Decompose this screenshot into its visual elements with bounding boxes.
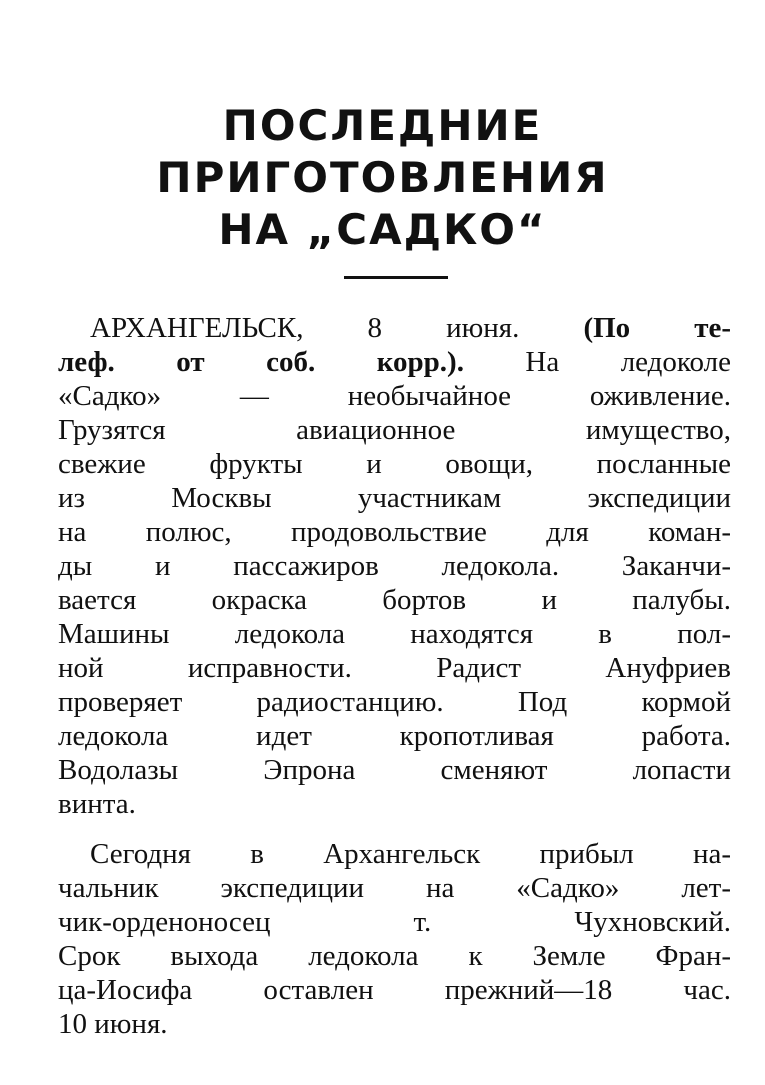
headline-line-1: ПОСЛЕДНИЕ (222, 101, 543, 150)
source-credit-part-2: леф. от соб. корр.). (58, 346, 464, 378)
paragraph-1-line-1 (90, 310, 731, 346)
paragraph-1-line-10: Машины ледокола находятся в пол- (58, 618, 731, 650)
dateline: АРХАНГЕЛЬСК, 8 июня. (90, 312, 520, 344)
paragraph-1-line-14: Водолазы Эпрона сменяют лопасти (58, 754, 731, 786)
paragraph-2-line-2: чальник экспедиции на «Садко» лет- (58, 872, 731, 904)
headline-divider (344, 276, 448, 279)
paragraph-1-line-9: вается окраска бортов и палубы. (58, 584, 731, 616)
paragraph-1-line-4: Грузятся авиационное имущество, (58, 414, 731, 446)
paragraph-1-line-3: «Садко» — необычайное оживление. (58, 380, 731, 412)
paragraph-2-line-1: Сегодня в Архангельск прибыл на- (90, 838, 731, 870)
source-credit-part-1: (По те- (583, 312, 731, 344)
paragraph-2-line-3: чик-орденоносец т. Чухновский. (58, 906, 731, 938)
paragraph-1-line-2 (58, 344, 731, 380)
paragraph-1-line-5: свежие фрукты и овощи, посланные (58, 448, 731, 480)
paragraph-1-line-6: из Москвы участникам экспедиции (58, 482, 731, 514)
paragraph-2-line-6: 10 июня. (58, 1008, 168, 1040)
paragraph-1-line-15: винта. (58, 788, 136, 820)
paragraph-1-line-2-text: На ледоколе (525, 346, 731, 378)
paragraph-2-line-5: ца-Иосифа оставлен прежний—18 час. (58, 974, 731, 1006)
paragraph-1-line-11: ной исправности. Радист Ануфриев (58, 652, 731, 684)
headline-line-3: НА „САДКО“ (218, 205, 547, 254)
paragraph-1-line-12: проверяет радиостанцию. Под кормой (58, 686, 731, 718)
headline-line-2: ПРИГОТОВЛЕНИЯ (156, 153, 609, 202)
paragraph-1-line-8: ды и пассажиров ледокола. Заканчи- (58, 550, 731, 582)
paragraph-1-line-7: на полюс, продовольствие для коман- (58, 516, 731, 548)
paragraph-1-line-13: ледокола идет кропотливая работа. (58, 720, 731, 752)
paragraph-2-line-4: Срок выхода ледокола к Земле Фран- (58, 940, 731, 972)
